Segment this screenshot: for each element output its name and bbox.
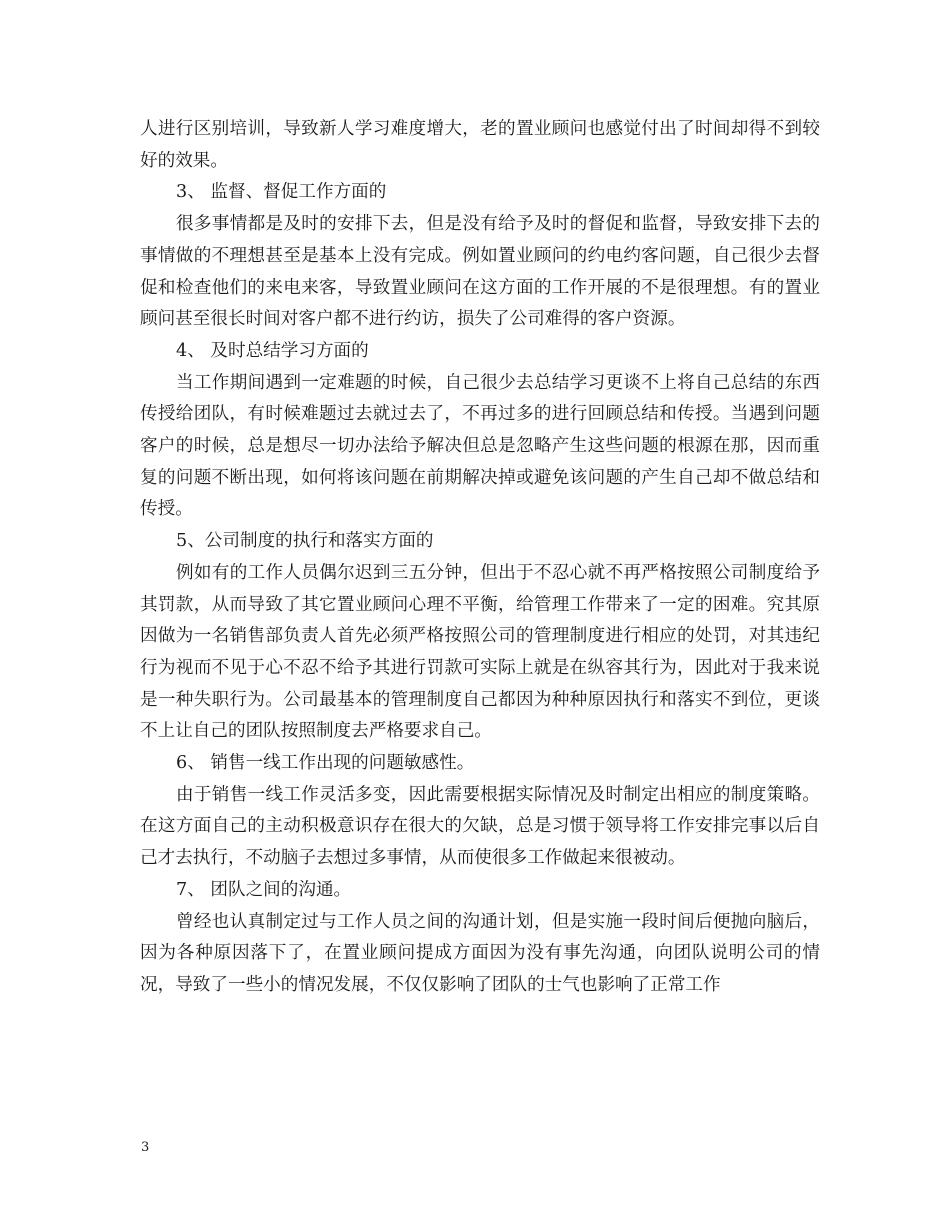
page-number: 3 [141,1140,150,1155]
section-heading: 7、 团队之间的沟通。 [176,879,352,900]
body-paragraph: 由于销售一线工作灵活多变，因此需要根据实际情况及时制定出相应的制度策略。在这方面自己的主动积极意识存在很大的欠缺，总是习惯于领导将工作安排完事以后自己才去执行，不动脑子去想过多事情，从而使很多工作做起来很被动。 [140,784,820,869]
section-heading: 5、公司制度的执行和落实方面的 [176,531,434,552]
body-paragraph: 曾经也认真制定过与工作人员之间的沟通计划，但是实施一段时间后便抛向脑后，因为各种原因落下了，在置业顾问提成方面因为没有事先沟通，向团队说明公司的情况，导致了一些小的情况发展，不仅仅影响了团队的士气也影响了正常工作 [140,911,820,995]
section-heading: 4、 及时总结学习方面的 [176,340,369,361]
section-heading: 6、 销售一线工作出现的问题敏感性。 [176,753,475,774]
body-paragraph: 例如有的工作人员偶尔迟到三五分钟，但出于不忍心就不再严格按照公司制度给予其罚款，从而导致了其它置业顾问心理不平衡，给管理工作带来了一定的困难。究其原因做为一名销售部负责人首先必须严格按照公司的管理制度进行相应的处罚，对其违纪行为视而不见于心不忍不给予其进行罚款可实际上就是在纵容其行为，因此对于我来说是一种失职行为。公司最基本的管理制度自己都因为种种原因执行和落实不到位，更谈不上让自己的团队按照制度去严格要求自己。 [140,562,820,742]
section-heading: 3、 监督、督促工作方面的 [176,182,387,203]
body-paragraph: 当工作期间遇到一定难题的时候，自己很少去总结学习更谈不上将自己总结的东西传授给团队，有时候难题过去就过去了，不再过多的进行回顾总结和传授。当遇到问题客户的时候，总是想尽一切办法给予解决但总是忽略产生这些问题的根源在那，因而重复的问题不断出现，如何将该问题在前期解决掉或避免该问题的产生自己却不做总结和传授。 [140,372,820,520]
document-body [140,114,820,1002]
body-paragraph: 很多事情都是及时的安排下去，但是没有给予及时的督促和监督，导致安排下去的事情做的不理想甚至是基本上没有完成。例如置业顾问的约电约客问题，自己很少去督促和检查他们的来电来客，导致置业顾问在这方面的工作开展的不是很理想。有的置业顾问甚至很长时间对客户都不进行约访，损失了公司难得的客户资源。 [140,214,820,330]
body-paragraph: 人进行区别培训，导致新人学习难度增大，老的置业顾问也感觉付出了时间却得不到较好的效果。 [140,119,820,171]
